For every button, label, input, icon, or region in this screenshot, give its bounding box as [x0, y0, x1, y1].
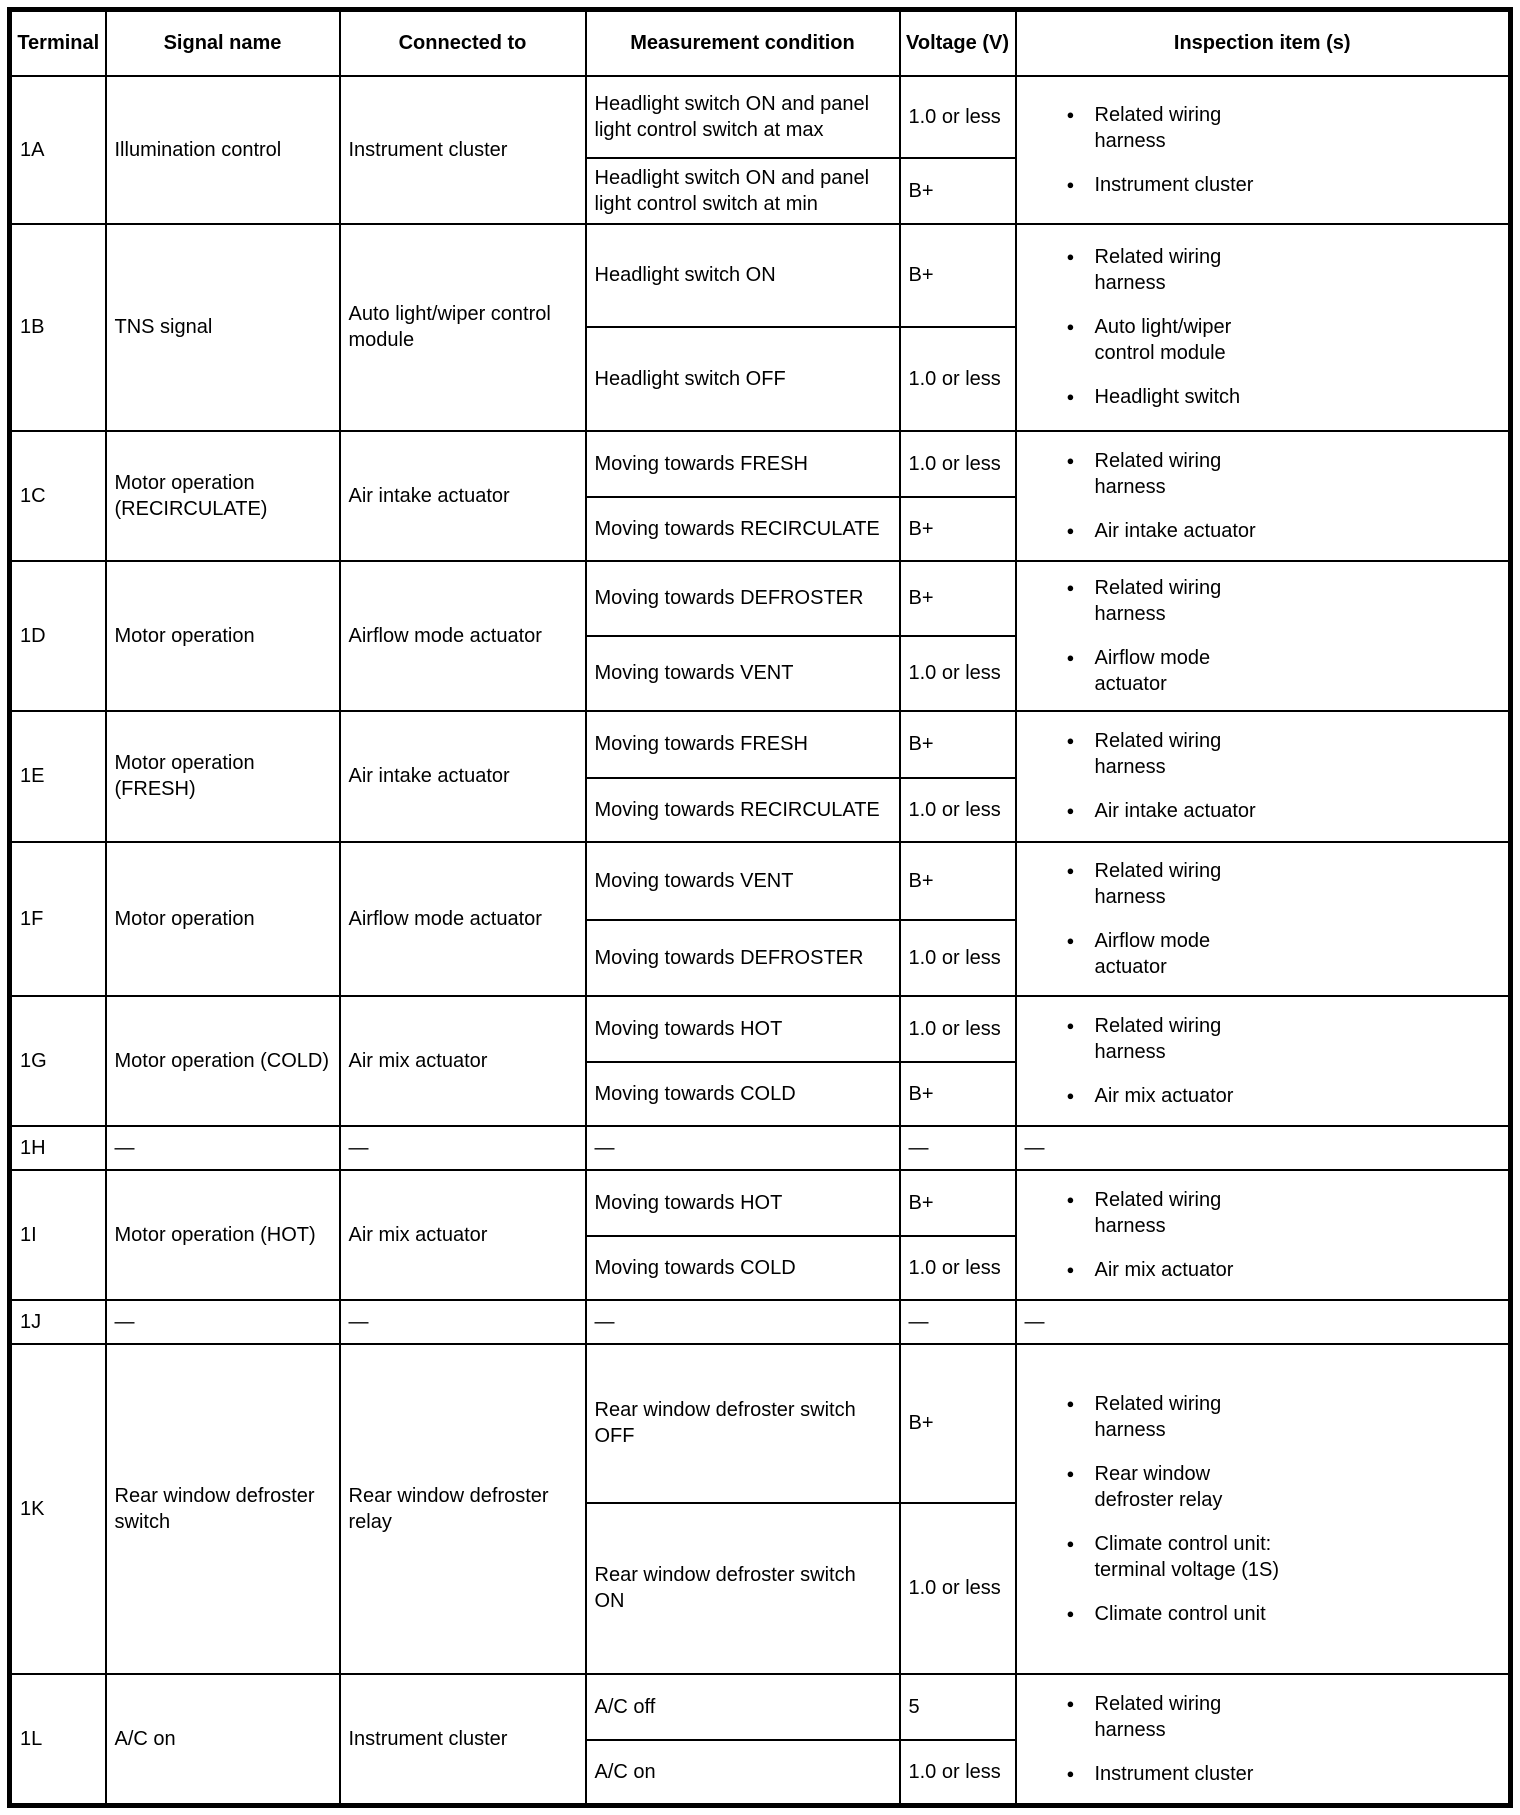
- connected-to-cell: Air intake actuator: [340, 711, 586, 842]
- signal-name-cell: Rear window defroster switch: [106, 1344, 340, 1674]
- terminal-cell: 1I: [10, 1170, 106, 1300]
- terminal-cell: 1J: [10, 1300, 106, 1344]
- inspection-item: ● Airflow mode actuator: [1065, 928, 1280, 980]
- voltage-cell: 1.0 or less: [900, 76, 1016, 158]
- measurement-condition-cell: Moving towards FRESH: [586, 711, 900, 778]
- table-row-1g: [10, 996, 1511, 1062]
- measurement-condition-cell: Moving towards RECIRCULATE: [586, 778, 900, 842]
- terminal-cell: 1A: [10, 76, 106, 224]
- col-header-terminal: Terminal: [10, 10, 106, 76]
- measurement-condition-cell: Rear window defroster switch OFF: [586, 1344, 900, 1503]
- inspection-list: [1025, 858, 1501, 980]
- voltage-cell: B+: [900, 711, 1016, 778]
- inspection-list: [1025, 728, 1501, 824]
- table-row-1i: [10, 1170, 1511, 1236]
- measurement-condition-cell: Moving towards DEFROSTER: [586, 561, 900, 636]
- voltage-cell: B+: [900, 158, 1016, 224]
- measurement-condition-cell: Rear window defroster switch ON: [586, 1503, 900, 1674]
- inspection-item: ● Related wiring harness: [1065, 448, 1280, 500]
- voltage-cell: 1.0 or less: [900, 920, 1016, 996]
- measurement-condition-cell: Moving towards RECIRCULATE: [586, 497, 900, 561]
- voltage-cell: B+: [900, 842, 1016, 920]
- voltage-cell: B+: [900, 1344, 1016, 1503]
- signal-name-cell: A/C on: [106, 1674, 340, 1806]
- inspection-item: ● Related wiring harness: [1065, 102, 1280, 154]
- signal-name-cell: Motor operation (FRESH): [106, 711, 340, 842]
- measurement-condition-cell: Moving towards COLD: [586, 1062, 900, 1126]
- inspection-item: ● Related wiring harness: [1065, 1691, 1280, 1743]
- voltage-cell: B+: [900, 497, 1016, 561]
- signal-name-cell: Motor operation: [106, 842, 340, 996]
- table-row-1k: [10, 1344, 1511, 1503]
- header-row: [10, 10, 1511, 76]
- measurement-condition-cell: —: [586, 1126, 900, 1170]
- voltage-cell: 5: [900, 1674, 1016, 1740]
- inspection-cell: —: [1016, 1300, 1511, 1344]
- inspection-item: ● Rear window defroster relay: [1065, 1461, 1280, 1513]
- table-row-1d: [10, 561, 1511, 636]
- voltage-cell: B+: [900, 224, 1016, 327]
- voltage-cell: 1.0 or less: [900, 1236, 1016, 1300]
- inspection-cell: [1016, 711, 1511, 842]
- terminal-cell: 1B: [10, 224, 106, 431]
- connected-to-cell: Airflow mode actuator: [340, 842, 586, 996]
- connected-to-cell: —: [340, 1300, 586, 1344]
- inspection-item: ● Related wiring harness: [1065, 1187, 1280, 1239]
- table-row-1c: [10, 431, 1511, 497]
- connected-to-cell: Auto light/wiper control module: [340, 224, 586, 431]
- measurement-condition-cell: Headlight switch OFF: [586, 327, 900, 431]
- table-row-1l: [10, 1674, 1511, 1740]
- signal-name-cell: —: [106, 1300, 340, 1344]
- inspection-item: ● Air intake actuator: [1065, 798, 1280, 824]
- inspection-item: ● Related wiring harness: [1065, 858, 1280, 910]
- measurement-condition-cell: Headlight switch ON: [586, 224, 900, 327]
- col-header-signal-name: Signal name: [106, 10, 340, 76]
- terminal-voltage-table: [7, 7, 1513, 1808]
- inspection-item: ● Related wiring harness: [1065, 575, 1280, 627]
- table-row-1e: [10, 711, 1511, 778]
- col-header-measurement-condition: Measurement condition: [586, 10, 900, 76]
- terminal-cell: 1C: [10, 431, 106, 561]
- connected-to-cell: Instrument cluster: [340, 76, 586, 224]
- inspection-list: [1025, 244, 1501, 410]
- inspection-item: ● Headlight switch: [1065, 384, 1280, 410]
- voltage-cell: 1.0 or less: [900, 1740, 1016, 1806]
- inspection-item: ● Instrument cluster: [1065, 1761, 1280, 1787]
- table-row-1j: [10, 1300, 1511, 1344]
- terminal-cell: 1H: [10, 1126, 106, 1170]
- signal-name-cell: Motor operation (COLD): [106, 996, 340, 1126]
- voltage-cell: —: [900, 1300, 1016, 1344]
- measurement-condition-cell: Moving towards HOT: [586, 1170, 900, 1236]
- terminal-cell: 1D: [10, 561, 106, 711]
- inspection-cell: [1016, 1674, 1511, 1806]
- measurement-condition-cell: Moving towards FRESH: [586, 431, 900, 497]
- inspection-cell: [1016, 1344, 1511, 1674]
- voltage-cell: B+: [900, 1170, 1016, 1236]
- measurement-condition-cell: Headlight switch ON and panel light control switch at max: [586, 76, 900, 158]
- inspection-item: ● Related wiring harness: [1065, 1013, 1280, 1065]
- table-row-1b: [10, 224, 1511, 327]
- inspection-list: [1025, 448, 1501, 544]
- terminal-cell: 1G: [10, 996, 106, 1126]
- measurement-condition-cell: Headlight switch ON and panel light control switch at min: [586, 158, 900, 224]
- inspection-cell: [1016, 76, 1511, 224]
- inspection-item: ● Related wiring harness: [1065, 244, 1280, 296]
- measurement-condition-cell: Moving towards COLD: [586, 1236, 900, 1300]
- connected-to-cell: Airflow mode actuator: [340, 561, 586, 711]
- voltage-cell: 1.0 or less: [900, 636, 1016, 711]
- inspection-list: [1025, 1391, 1501, 1627]
- inspection-item: ● Related wiring harness: [1065, 728, 1280, 780]
- voltage-cell: 1.0 or less: [900, 327, 1016, 431]
- inspection-cell: [1016, 996, 1511, 1126]
- inspection-item: ● Air mix actuator: [1065, 1083, 1280, 1109]
- inspection-cell: [1016, 1170, 1511, 1300]
- signal-name-cell: —: [106, 1126, 340, 1170]
- voltage-cell: 1.0 or less: [900, 778, 1016, 842]
- inspection-cell: [1016, 431, 1511, 561]
- voltage-cell: 1.0 or less: [900, 996, 1016, 1062]
- inspection-list: [1025, 102, 1501, 198]
- voltage-cell: B+: [900, 1062, 1016, 1126]
- inspection-cell: [1016, 561, 1511, 711]
- inspection-cell: —: [1016, 1126, 1511, 1170]
- table-row-1f: [10, 842, 1511, 920]
- measurement-condition-cell: Moving towards VENT: [586, 842, 900, 920]
- table-row-1h: [10, 1126, 1511, 1170]
- inspection-list: [1025, 575, 1501, 697]
- measurement-condition-cell: —: [586, 1300, 900, 1344]
- signal-name-cell: Illumination control: [106, 76, 340, 224]
- terminal-cell: 1L: [10, 1674, 106, 1806]
- voltage-cell: 1.0 or less: [900, 1503, 1016, 1674]
- connected-to-cell: —: [340, 1126, 586, 1170]
- voltage-cell: 1.0 or less: [900, 431, 1016, 497]
- signal-name-cell: TNS signal: [106, 224, 340, 431]
- voltage-cell: B+: [900, 561, 1016, 636]
- inspection-item: ● Instrument cluster: [1065, 172, 1280, 198]
- inspection-item: ● Air intake actuator: [1065, 518, 1280, 544]
- inspection-list: [1025, 1013, 1501, 1109]
- terminal-cell: 1F: [10, 842, 106, 996]
- inspection-item: ● Air mix actuator: [1065, 1257, 1280, 1283]
- measurement-condition-cell: Moving towards VENT: [586, 636, 900, 711]
- connected-to-cell: Instrument cluster: [340, 1674, 586, 1806]
- measurement-condition-cell: Moving towards DEFROSTER: [586, 920, 900, 996]
- inspection-item: ● Climate control unit: terminal voltage (1S): [1065, 1531, 1280, 1583]
- inspection-list: [1025, 1691, 1501, 1787]
- inspection-item: ● Related wiring harness: [1065, 1391, 1280, 1443]
- col-header-voltage: Voltage (V): [900, 10, 1016, 76]
- signal-name-cell: Motor operation (RECIRCULATE): [106, 431, 340, 561]
- terminal-cell: 1E: [10, 711, 106, 842]
- connected-to-cell: Air mix actuator: [340, 1170, 586, 1300]
- signal-name-cell: Motor operation: [106, 561, 340, 711]
- inspection-list: [1025, 1187, 1501, 1283]
- inspection-item: ● Airflow mode actuator: [1065, 645, 1280, 697]
- measurement-condition-cell: Moving towards HOT: [586, 996, 900, 1062]
- table-row-1a: [10, 76, 1511, 158]
- voltage-cell: —: [900, 1126, 1016, 1170]
- col-header-connected-to: Connected to: [340, 10, 586, 76]
- inspection-cell: [1016, 224, 1511, 431]
- measurement-condition-cell: A/C off: [586, 1674, 900, 1740]
- measurement-condition-cell: A/C on: [586, 1740, 900, 1806]
- connected-to-cell: Air intake actuator: [340, 431, 586, 561]
- terminal-cell: 1K: [10, 1344, 106, 1674]
- inspection-item: ● Auto light/wiper control module: [1065, 314, 1280, 366]
- connected-to-cell: Air mix actuator: [340, 996, 586, 1126]
- col-header-inspection-items: Inspection item (s): [1016, 10, 1511, 76]
- inspection-item: ● Climate control unit: [1065, 1601, 1280, 1627]
- connected-to-cell: Rear window defroster relay: [340, 1344, 586, 1674]
- inspection-cell: [1016, 842, 1511, 996]
- signal-name-cell: Motor operation (HOT): [106, 1170, 340, 1300]
